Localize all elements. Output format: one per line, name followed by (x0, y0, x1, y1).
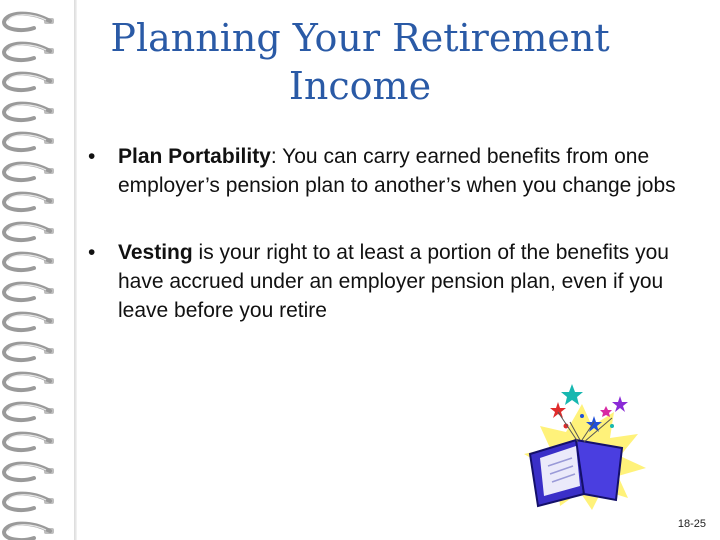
binding-ring (4, 164, 54, 180)
spiral-binding-icon (0, 0, 80, 540)
page-edge (74, 0, 77, 540)
binding-ring (4, 74, 54, 90)
binding-ring (4, 374, 54, 390)
magic-book-icon (510, 382, 660, 517)
binding-ring (4, 254, 54, 270)
bullet-separator: : (270, 145, 283, 168)
binding-ring (4, 194, 54, 210)
book-shape (530, 440, 622, 506)
binding-ring (4, 524, 54, 540)
bullet-dot-icon: • (88, 145, 96, 168)
binding-ring (4, 404, 54, 420)
binding-ring (4, 44, 54, 60)
binding-ring (4, 134, 54, 150)
bullet-vesting (88, 238, 688, 325)
bullet-plan-portability (88, 142, 688, 200)
binding-ring (4, 284, 54, 300)
bullet-list (88, 142, 688, 363)
bullet-text: You can carry earned benefits from one employer’s pension plan to another’s when you change jobs (118, 145, 676, 197)
bullet-dot-icon: • (88, 241, 96, 264)
slide-title-line-2: Income (288, 64, 432, 108)
binding-ring (4, 224, 54, 240)
binding-ring (4, 314, 54, 330)
sparkle (580, 414, 584, 418)
slide-title (90, 14, 630, 110)
binding-ring (4, 14, 54, 30)
star-red (550, 402, 566, 418)
slide-number: 18-25 (677, 518, 706, 530)
binding-ring (4, 494, 54, 510)
bullet-term: Vesting (118, 241, 193, 264)
binding-ring (4, 104, 54, 120)
sparkle (610, 424, 614, 428)
bullet-term: Plan Portability (118, 145, 271, 168)
bullet-text: is your right to at least a portion of the benefits you have accrued under an employer pension plan, even if you leave before you retire (118, 241, 669, 322)
binding-ring (4, 344, 54, 360)
star-teal (561, 384, 583, 405)
binding-ring (4, 464, 54, 480)
binding-ring (4, 434, 54, 450)
slide-title-line-1: Planning Your Retirement (110, 16, 610, 60)
star-purple (612, 396, 628, 412)
